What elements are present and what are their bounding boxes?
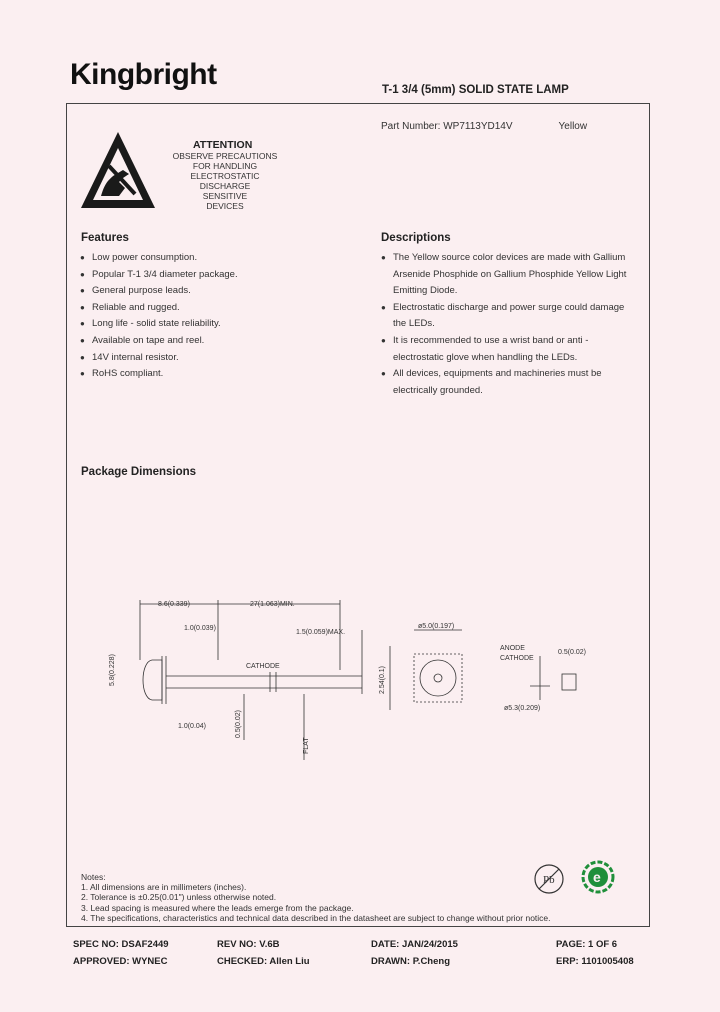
note-line: 3. Lead spacing is measured where the leads emerge from the package. [81,902,354,913]
dimension-label: 27(1.063)MIN. [250,601,295,608]
dimension-label: FLAT [303,737,310,754]
attention-line: DISCHARGE [199,181,251,191]
list-item: ● Long life - solid state reliability. [80,316,360,333]
dimension-label: 0.5(0.02) [558,649,587,656]
description-line: Emitting Diode. [393,285,458,297]
attention-line: OBSERVE PRECAUTIONS [172,151,278,161]
list-item: ● RoHS compliant. [80,366,360,383]
list-item: ● Popular T-1 3/4 diameter package. [80,267,360,284]
package-drawing [100,590,640,790]
description-line: ● The Yellow source color devices are made with Gallium [393,252,626,263]
part-number: Part Number: WP7113YD14V [381,121,513,132]
list-item: ● Reliable and rugged. [80,300,360,317]
dimension-label: 2.54(0.1) [379,665,386,694]
dimension-label: 5.8(0.228) [109,654,116,686]
dimension-label: 1.0(0.039) [184,625,216,632]
page-number: PAGE: 1 OF 6 [556,939,618,950]
lead-free-icon [532,862,566,896]
led-side-view [140,600,576,760]
descriptions-list [381,250,641,399]
dimension-label: ø5.3(0.209) [504,705,541,712]
list-item [381,300,641,333]
approved-by: APPROVED: WYNEC [73,956,168,967]
dimension-label: ANODE [500,645,525,652]
dimension-label: 8.6(0.339) [158,601,190,608]
dimension-label: CATHODE [500,655,534,662]
rohs-e-label: e [593,869,601,885]
dimension-label: 1.5(0.059)MAX. [296,629,346,636]
list-item: ● 14V internal resistor. [80,350,360,367]
description-line: ● Electrostatic discharge and power surge could damage [393,301,625,313]
dimension-label: ø5.0(0.197) [418,623,455,630]
list-item: ● Available on tape and reel. [80,333,360,350]
content-frame [66,103,650,927]
list-item: ● Low power consumption. [80,250,360,267]
description-line: the LEDs. [393,318,435,330]
list-item [381,250,641,300]
notes-title: Notes: [81,872,106,882]
revision-number: REV NO: V.6B [217,939,280,950]
description-line: Arsenide Phosphide on Gallium Phosphide Yellow Light [393,268,627,280]
list-item [381,333,641,366]
attention-line: SENSITIVE [202,191,248,201]
rohs-e-icon [581,860,615,894]
drawn-by: DRAWN: P.Cheng [371,956,450,967]
attention-title: ATTENTION [193,139,253,151]
part-number-line [381,121,587,132]
note-line: 2. Tolerance is ±0.25(0.01") unless otherwise noted. [81,892,277,903]
lead-free-label: Pb [543,874,555,886]
document-date: DATE: JAN/24/2015 [371,939,458,950]
note-line: 1. All dimensions are in millimeters (inches). [81,882,247,893]
dimension-label: 0.5(0.02) [235,709,242,738]
attention-line: DEVICES [206,201,244,211]
dimension-label: CATHODE [246,663,280,670]
attention-line: ELECTROSTATIC [190,171,260,181]
attention-text [150,151,300,211]
description-line: electrically grounded. [393,384,483,396]
list-item [381,366,641,399]
spec-number: SPEC NO: DSAF2449 [73,939,169,950]
note-line: 4. The specifications, characteristics and technical data described in the datasheet are subject to change without prior notice. [81,912,551,923]
emitted-color: Yellow [558,121,588,132]
attention-line: FOR HANDLING [192,161,258,171]
checked-by: CHECKED: Allen Liu [217,956,310,967]
package-dimensions-heading: Package Dimensions [81,466,197,478]
document-title: T-1 3/4 (5mm) SOLID STATE LAMP [382,84,569,96]
erp-number: ERP: 1101005408 [556,956,634,967]
features-heading: Features [81,232,129,244]
features-list [80,250,360,383]
list-item: ● General purpose leads. [80,283,360,300]
descriptions-heading: Descriptions [381,232,451,244]
dimension-label: 1.0(0.04) [178,723,207,730]
esd-warning-icon [79,130,157,210]
brand-logo: Kingbright [70,58,217,91]
description-line: electrostatic glove when handling the LEDs. [393,351,578,363]
description-line: ● All devices, equipments and machineries must be [393,368,602,380]
description-line: ● It is recommended to use a wrist band or anti - [393,334,589,346]
